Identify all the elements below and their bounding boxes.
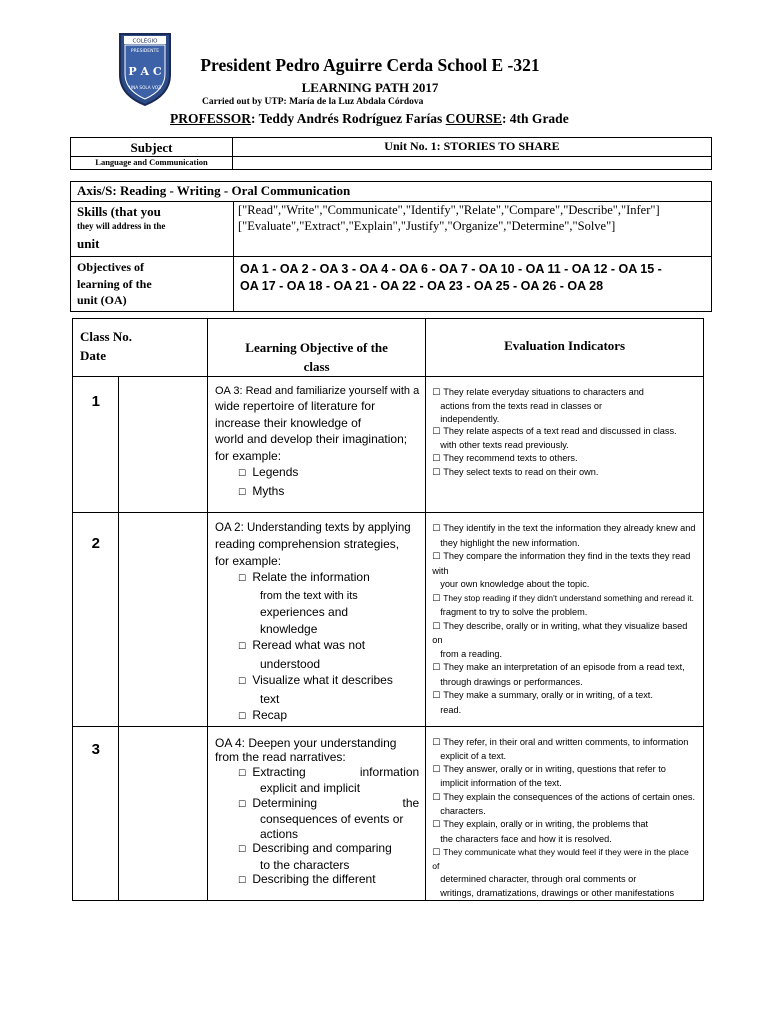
class-number: 2 bbox=[73, 513, 119, 727]
objective-cell bbox=[208, 726, 426, 901]
indicator-item: ☐ They make a summary, orally or in writing, of a text. bbox=[432, 689, 697, 704]
course-label: COURSE bbox=[445, 111, 502, 126]
objective-item: ☐ Determining the bbox=[215, 796, 419, 813]
indicator-cont: actions from the texts read in classes or bbox=[440, 400, 603, 411]
date-label: Date bbox=[80, 348, 106, 363]
objectives-label-cell bbox=[71, 257, 234, 312]
skills-label-3: unit bbox=[77, 236, 100, 251]
objective-line: for example: bbox=[215, 553, 282, 568]
checkbox-icon: ☐ bbox=[432, 663, 441, 673]
indicator-cont: fragment to try to solve the problem. bbox=[440, 607, 588, 617]
indicator-cont: characters. bbox=[440, 805, 486, 816]
checkbox-icon: ☐ bbox=[432, 453, 441, 464]
objective-line: wide repertoire of literature for bbox=[215, 399, 376, 413]
indicator-item: ☐ They relate aspects of a text read and discussed in class. bbox=[432, 426, 677, 438]
checkbox-icon: ☐ bbox=[238, 574, 247, 584]
objectives-label-1: Objectives of bbox=[77, 260, 144, 274]
indicator-item: ☐ They select texts to read on their own. bbox=[432, 466, 599, 478]
indicator-cont: they highlight the new information. bbox=[440, 537, 580, 548]
objective-item: ☐ Reread what was not bbox=[215, 637, 419, 656]
objective-line: increase their knowledge of bbox=[215, 415, 362, 430]
indicator-item: ☐ They stop reading if they didn't understand something and reread it. bbox=[432, 592, 697, 607]
objective-item-cont: consequences of events or bbox=[260, 812, 404, 826]
objective-line: world and develop their imagination; bbox=[215, 432, 408, 446]
objective-first-line: OA 3: Read and familiarize yourself with a bbox=[215, 385, 420, 397]
indicator-item: ☐ They relate everyday situations to characters and bbox=[432, 387, 644, 398]
objective-item: ☐ Extracting information bbox=[215, 765, 419, 782]
checkbox-icon: ☐ bbox=[238, 845, 247, 855]
checkbox-icon: ☐ bbox=[432, 427, 441, 438]
subject-table bbox=[70, 137, 712, 170]
objectives-label-2: learning of the bbox=[77, 276, 152, 291]
skills-list-cell bbox=[234, 202, 712, 257]
indicator-item: ☐ They recommend texts to others. bbox=[432, 452, 578, 464]
professor-name: : Teddy Andrés Rodríguez Farías bbox=[251, 111, 446, 126]
checkbox-icon: ☐ bbox=[432, 847, 441, 858]
indicator-item: ☐ They explain the consequences of the actions of certain ones. bbox=[432, 791, 697, 805]
objective-item-cont: actions bbox=[260, 826, 299, 841]
objectives-line-2: OA 17 - OA 18 - OA 21 - OA 22 - OA 23 - OA 25 - OA 26 - OA 28 bbox=[240, 279, 604, 293]
checkbox-icon: ☐ bbox=[238, 768, 247, 779]
objectives-list-cell bbox=[234, 257, 712, 312]
table-row bbox=[73, 726, 704, 901]
objective-header-line-2: class bbox=[303, 359, 330, 374]
professor-label: PROFESSOR bbox=[170, 111, 252, 126]
objective-item-cont: explicit and implicit bbox=[260, 781, 361, 795]
axis-table bbox=[70, 181, 712, 312]
skills-line-1: ["Read","Write","Communicate","Identify","Relate","Compare","Describe","Infer"] bbox=[238, 203, 660, 217]
checkbox-icon: ☐ bbox=[238, 712, 247, 722]
unit-title: Unit No. 1: STORIES TO SHARE bbox=[233, 138, 712, 157]
indicator-cont: explicit of a text. bbox=[440, 750, 507, 761]
objective-line: for example: bbox=[215, 448, 282, 463]
checkbox-icon: ☐ bbox=[238, 487, 247, 498]
class-date-header bbox=[73, 319, 208, 377]
checkbox-icon: ☐ bbox=[432, 820, 441, 831]
indicator-item: ☐ They make an interpretation of an episode from a read text, bbox=[432, 661, 697, 676]
logo-text-bottom: UNA SOLA VOZ bbox=[129, 85, 161, 90]
objective-item: ☐ Recap bbox=[215, 707, 419, 726]
indicator-item: ☐ They refer, in their oral and written comments, to information bbox=[432, 736, 697, 750]
indicator-cont: determined character, through oral comments or bbox=[440, 874, 637, 885]
class-plan-table bbox=[72, 318, 704, 901]
checkbox-icon: ☐ bbox=[432, 593, 441, 604]
indicator-item: ☐ They identify in the text the information they already knew and bbox=[432, 522, 697, 537]
checkbox-icon: ☐ bbox=[432, 792, 441, 803]
checkbox-icon: ☐ bbox=[432, 691, 441, 701]
subject-label: Subject bbox=[71, 138, 233, 157]
objective-cell bbox=[208, 377, 426, 513]
indicators-cell bbox=[426, 377, 704, 513]
table-row bbox=[73, 377, 704, 513]
indicator-item: ☐ They answer, orally or in writing, questions that refer to bbox=[432, 763, 697, 777]
skills-line-2: ["Evaluate","Extract","Explain","Justify","Organize","Determine","Solve"] bbox=[238, 218, 616, 233]
indicator-cont: independently. bbox=[440, 413, 500, 424]
objective-item-cont: knowledge bbox=[260, 621, 318, 636]
indicator-item: ☐ They describe, orally or in writing, what they visualize based on bbox=[432, 620, 688, 645]
indicator-cont: with other texts read previously. bbox=[440, 440, 569, 451]
objectives-label-3: unit (OA) bbox=[77, 293, 127, 307]
logo-text-mid: PRESIDENTE bbox=[130, 49, 160, 54]
objective-item: ☐ Legends bbox=[215, 464, 419, 483]
logo-text-top: COLEGIO bbox=[132, 38, 158, 45]
axis-label: Axis/S: Reading - Writing - Oral Communication bbox=[71, 182, 712, 202]
objective-item: ☐ Describing the different bbox=[215, 872, 419, 889]
learning-path-title: LEARNING PATH 2017 bbox=[301, 80, 439, 95]
objective-line: reading comprehension strategies, bbox=[215, 537, 400, 551]
skills-label-1: Skills (that you bbox=[77, 204, 161, 219]
objective-first-line: OA 2: Understanding texts by applying bbox=[215, 522, 411, 534]
checkbox-icon: ☐ bbox=[238, 799, 247, 810]
objective-item: ☐ Relate the information bbox=[215, 569, 419, 588]
objectives-line-1: OA 1 - OA 2 - OA 3 - OA 4 - OA 6 - OA 7 - OA 10 - OA 11 - OA 12 - OA 15 - bbox=[240, 262, 662, 276]
class-number: 1 bbox=[73, 377, 119, 513]
objective-item-cont: text bbox=[260, 691, 280, 706]
checkbox-icon: ☐ bbox=[432, 765, 441, 776]
table-row bbox=[73, 513, 704, 727]
objective-item-cont: understood bbox=[260, 656, 321, 671]
indicator-cont: the characters face and how it is resolved. bbox=[440, 833, 612, 844]
date-cell bbox=[119, 513, 208, 727]
subject-value: Language and Communication bbox=[71, 157, 233, 170]
indicator-cont: from a reading. bbox=[440, 648, 503, 659]
objective-line: from the read narratives: bbox=[215, 750, 346, 764]
checkbox-icon: ☐ bbox=[432, 524, 441, 534]
checkbox-icon: ☐ bbox=[432, 552, 441, 562]
skills-label-2: they will address in the bbox=[77, 221, 166, 231]
class-table-header-row bbox=[73, 319, 704, 377]
skills-label-cell bbox=[71, 202, 234, 257]
logo-letters: P A C bbox=[128, 65, 162, 78]
unit-blank-cell bbox=[233, 157, 712, 170]
indicator-item: ☐ They communicate what they would feel if they were in the place of bbox=[432, 846, 689, 872]
indicators-cell bbox=[426, 513, 704, 727]
objective-cell bbox=[208, 513, 426, 727]
indicator-cont: your own knowledge about the topic. bbox=[440, 579, 590, 589]
objective-item-cont: from the text with its bbox=[260, 589, 358, 602]
date-cell bbox=[119, 377, 208, 513]
class-no-label: Class No. bbox=[80, 329, 133, 344]
checkbox-icon: ☐ bbox=[238, 677, 247, 687]
objective-header bbox=[208, 319, 426, 377]
checkbox-icon: ☐ bbox=[238, 876, 247, 886]
school-title: President Pedro Aguirre Cerda School E -321 bbox=[200, 55, 540, 75]
objective-item-cont: experiences and bbox=[260, 605, 349, 619]
objective-first-line: OA 4: Deepen your understanding bbox=[215, 735, 397, 750]
class-number: 3 bbox=[73, 726, 119, 901]
objective-header-line-1: Learning Objective of the bbox=[245, 340, 388, 355]
checkbox-icon: ☐ bbox=[432, 467, 441, 478]
indicator-item: ☐ They compare the information they find in the texts they read with bbox=[432, 551, 691, 576]
checkbox-icon: ☐ bbox=[432, 737, 441, 748]
checkbox-icon: ☐ bbox=[432, 621, 441, 632]
objective-item-cont: to the characters bbox=[260, 857, 350, 872]
checkbox-icon: ☐ bbox=[238, 642, 247, 652]
professor-line bbox=[170, 111, 569, 127]
indicator-item: ☐ They explain, orally or in writing, the problems that bbox=[432, 818, 697, 832]
date-cell bbox=[119, 726, 208, 901]
indicators-header: Evaluation Indicators bbox=[426, 319, 704, 377]
checkbox-icon: ☐ bbox=[432, 388, 441, 398]
indicator-cont: writings, dramatizations, drawings or other manifestations bbox=[440, 887, 675, 898]
objective-item: ☐ Myths bbox=[215, 483, 419, 502]
utp-credit: Carried out by UTP: María de la Luz Abdala Córdova bbox=[202, 97, 424, 107]
objective-item: ☐ Describing and comparing bbox=[215, 841, 419, 858]
indicator-cont: read. bbox=[440, 704, 462, 715]
checkbox-icon: ☐ bbox=[238, 469, 247, 479]
course-value: : 4th Grade bbox=[501, 111, 569, 126]
indicator-cont: through drawings or performances. bbox=[440, 676, 583, 687]
indicator-cont: implicit information of the text. bbox=[440, 778, 562, 789]
indicators-cell bbox=[426, 726, 704, 901]
objective-item: ☐ Visualize what it describes bbox=[215, 672, 419, 691]
